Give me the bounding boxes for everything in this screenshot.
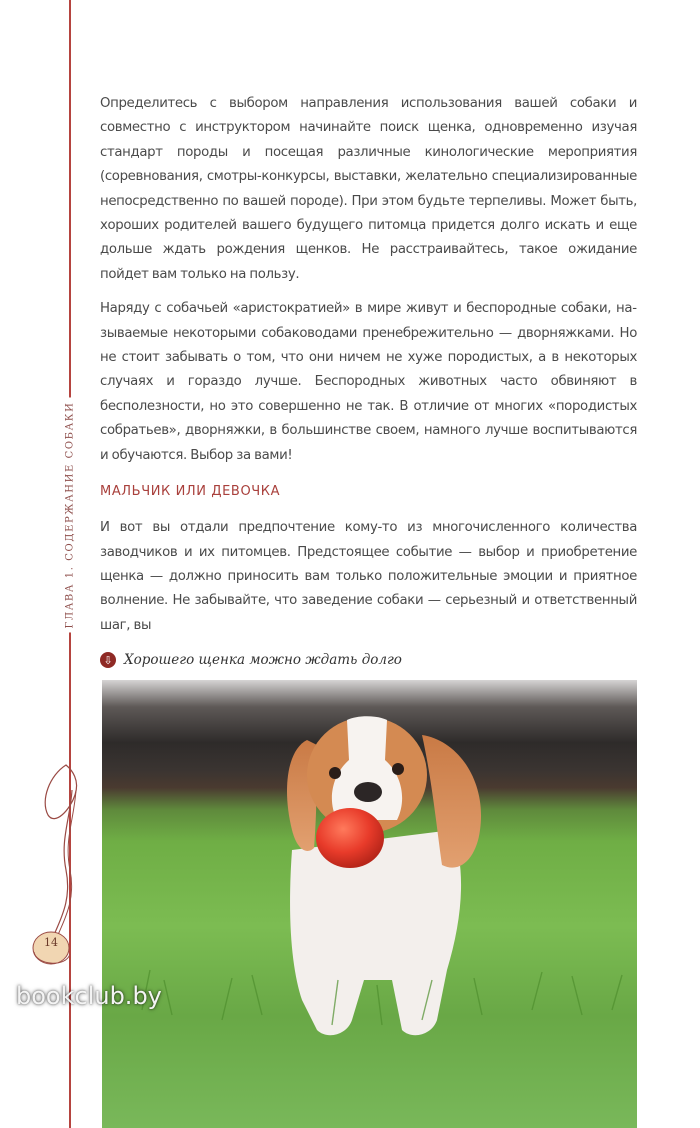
paragraph-2: Наряду с собачьей «аристократией» в мире живут и беспородные собаки, называемые некоторыми собаководами пренебрежительно — дворняжками. Но не стоит забывать о том, что они ничем не хуже породистых, а в некоторых случаях и гораздо лучше. Беспородных животных часто обвиняют в бесполезности, но это совершенно не так. В отличие от многих «породистых собратьев», дворняжки, в большинстве своем, намного лучше воспитываются и обучаются. Выбор за вами! xyxy=(100,301,637,463)
puppy-body xyxy=(290,830,461,1035)
page-number: 14 xyxy=(44,936,58,949)
paragraph-3: И вот вы отдали предпочтение кому-то из многочисленного количества заводчиков и их питомцев. Предстоящее событие — выбор и приобретение щенка — должно приносить вам только положительные эмоции и приятное волнение. Не забывайте, что заведение собаки — серьезный и ответственный шаг, вы xyxy=(100,520,637,633)
red-ball xyxy=(316,808,384,868)
puppy-photo xyxy=(102,680,637,1128)
caption-text: Хорошего щенка можно ждать долго xyxy=(124,652,402,669)
section-heading: МАЛЬЧИК ИЛИ ДЕВОЧКА xyxy=(100,484,281,500)
puppy-eye-right xyxy=(392,763,404,775)
puppy-eye-left xyxy=(329,767,341,779)
puppy-illustration xyxy=(102,680,637,1128)
puppy-nose xyxy=(354,782,382,802)
figure-caption xyxy=(100,650,637,670)
watermark: bookclub.by xyxy=(16,982,162,1010)
arrow-down-circle-icon: ⇩ xyxy=(100,652,116,668)
page-content xyxy=(100,0,637,1128)
paragraph-1: Определитесь с выбором направления использования вашей собаки и совместно с инструктором начинайте поиск щенка, одновременно изучая стандарт породы и посещая различные кинологические мероприятия (соревнования, смотры-конкурсы, выставки, желательно специализированные непосредственно по вашей породе). При этом будьте терпеливы. Может быть, хороших родителей вашего будущего питомца придется долго искать и еще дольше ждать рождения щенков. Не расстраивайтесь, такое ожидание пойдет вам только на пользу. xyxy=(100,96,637,282)
chapter-label: ГЛАВА 1. СОДЕРЖАНИЕ СОБАКИ xyxy=(65,398,76,633)
